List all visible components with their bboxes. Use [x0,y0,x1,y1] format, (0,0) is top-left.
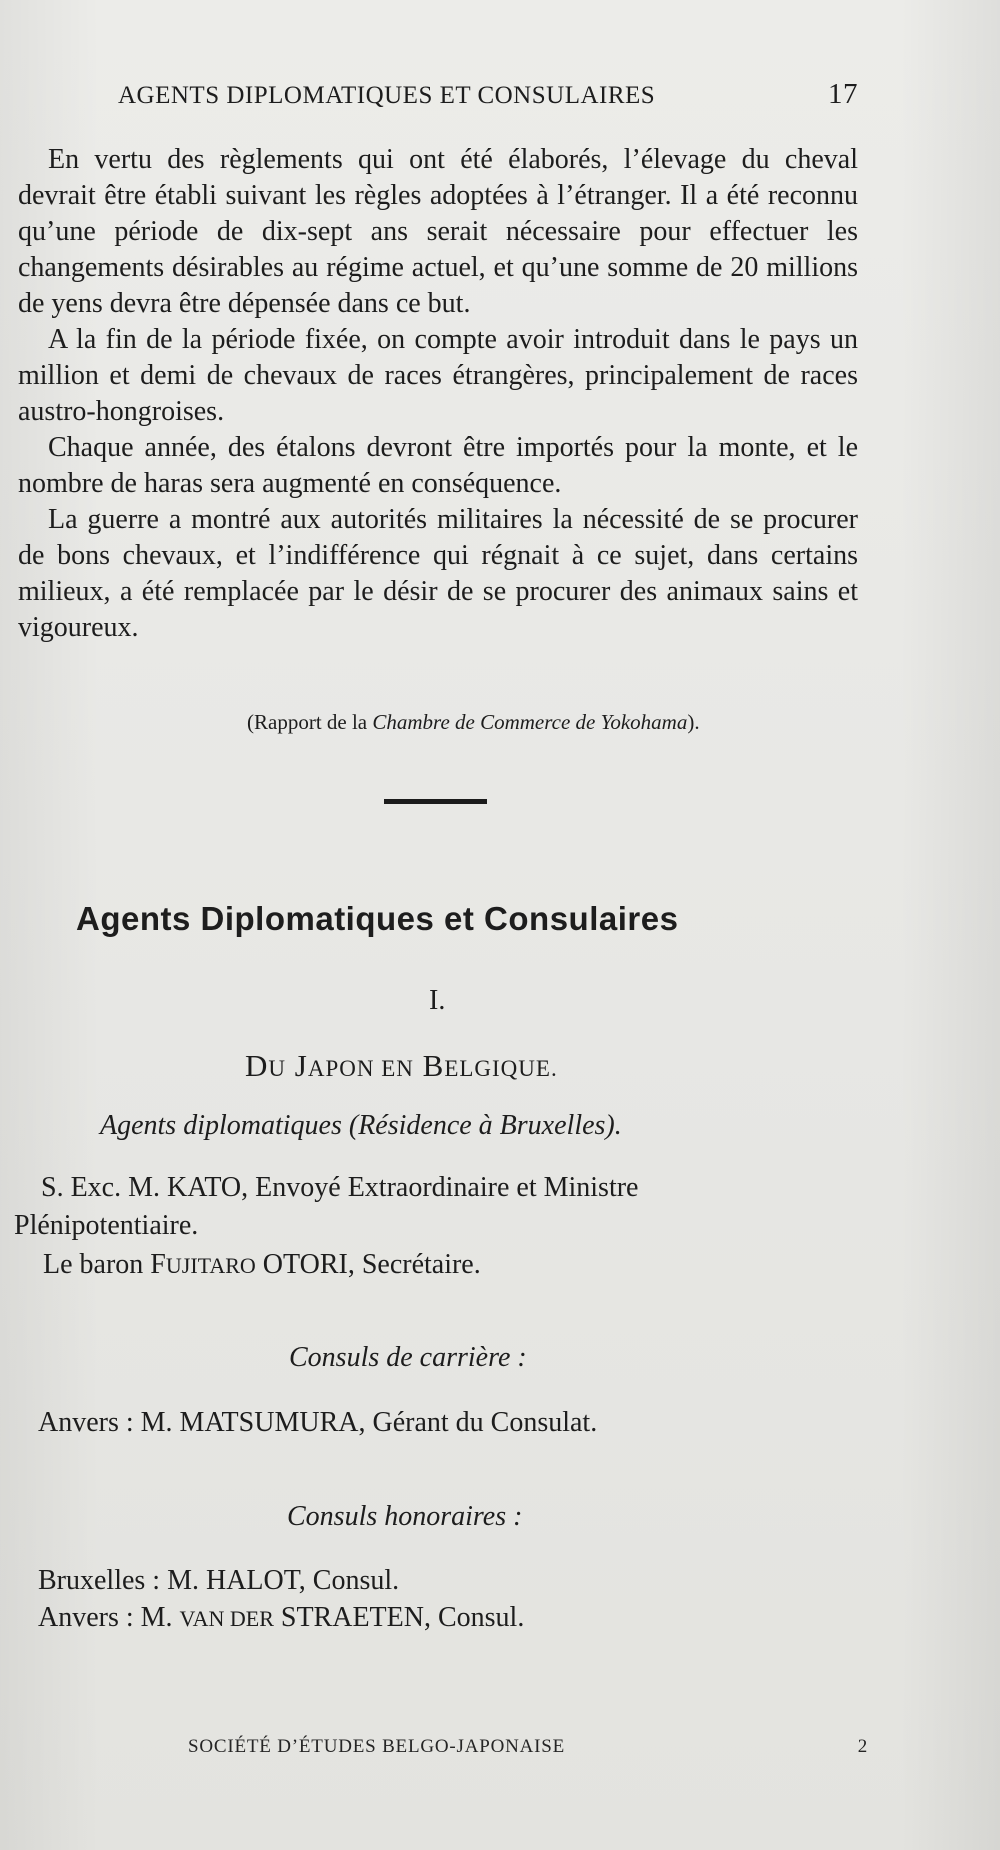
entry-kato: S. Exc. M. KATO, Envoyé Extraordinaire et Ministre [41,1172,639,1203]
entry-halot: Bruxelles : M. HALOT, Consul. [38,1565,400,1596]
report-suffix: ). [687,710,700,734]
article-body [18,142,858,646]
subtitle-part: APON EN [307,1056,414,1081]
report-source: Chambre de Commerce de Yokohama [372,710,688,734]
report-citation [247,710,700,735]
section-title: Agents Diplomatiques et Consulaires [76,900,679,937]
running-header [118,78,858,111]
straeten-prefix: Anvers : M. [38,1602,180,1633]
entry-matsumura: Anvers : M. MATSUMURA, Gérant du Consulat. [38,1407,598,1438]
straeten-rest: STRAETEN, Consul. [273,1602,525,1633]
subtitle-part: B [413,1048,445,1083]
otori-rest: OTORI, Secrétaire. [255,1249,481,1280]
entry-van-der-straeten [38,1600,524,1637]
subtitle-part: J [286,1048,308,1083]
career-consuls-heading: Consuls de carrière : [289,1342,527,1373]
signature-mark: 2 [857,1736,868,1757]
honorary-consuls-heading: Consuls honoraires : [287,1501,523,1532]
paragraph-foreign-horses: A la fin de la période fixée, on compte avoir introduit dans le pays un million et demi de chevaux de races étrangères, principalement de races austro-hongroises. [18,324,858,427]
page-number: 17 [828,78,858,110]
subtitle-part: U [268,1056,287,1081]
entry-otori [43,1247,481,1284]
subtitle-part: ELGIQUE. [444,1056,558,1081]
diplomatic-agents-heading: Agents diplomatiques (Résidence à Bruxelles). [100,1110,622,1141]
paragraph-horse-breeding: En vertu des règlements qui ont été élaborés, l’élevage du cheval devrait être établi suivant les règles adoptées à l’étranger. Il a été reconnu qu’une période de dix-sept ans serait nécessaire pour effectuer les changements désirables au régime actuel, et qu’une somme de 20 millions de yens devra être dépensée dans ce but. [18,144,858,319]
section-divider [384,799,487,804]
otori-prefix: Le baron [43,1249,151,1280]
running-title: AGENTS DIPLOMATIQUES ET CONSULAIRES [118,82,656,109]
otori-initial: F [150,1249,166,1280]
entry-kato-continued: Plénipotentiaire. [14,1210,199,1241]
subtitle-part: D [245,1048,269,1083]
section-numeral: I. [429,985,446,1016]
straeten-particle: VAN DER [179,1606,274,1631]
paragraph-stallions: Chaque année, des étalons devront être importés pour la monte, et le nombre de haras sera augmenté en conséquence. [18,432,858,499]
otori-first-name: UJITARO [165,1253,256,1278]
subsection-title [245,1048,558,1084]
paragraph-war-need: La guerre a montré aux autorités militaires la nécessité de se procurer de bons chevaux, et l’indifférence qui régnait à ce sujet, dans certains milieux, a été remplacée par le désir de se procurer des animaux sains et vigoureux. [18,504,858,643]
page-footer [188,1736,868,1758]
footer-society: SOCIÉTÉ D’ÉTUDES BELGO-JAPONAISE [188,1736,566,1757]
report-prefix: (Rapport de la [247,710,373,734]
